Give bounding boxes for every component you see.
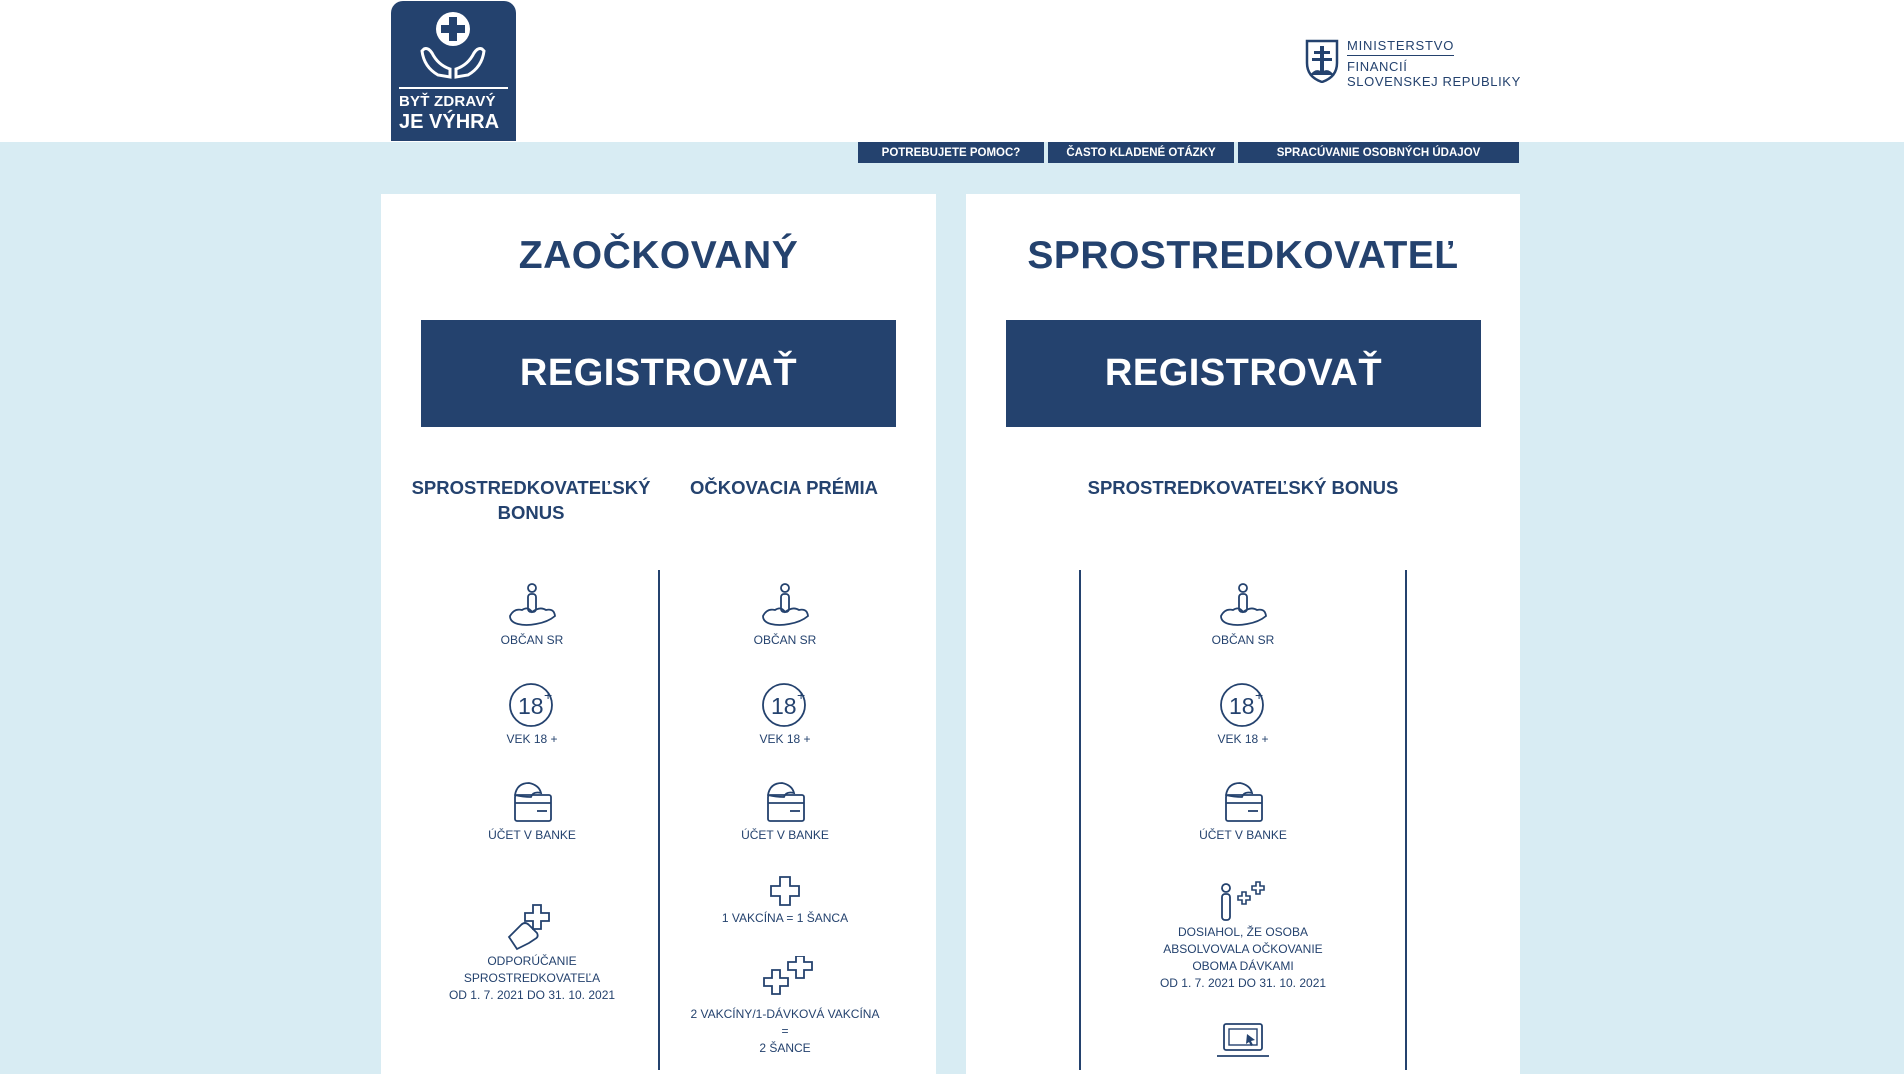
single-cross-icon xyxy=(768,874,802,908)
person-crosses-icon xyxy=(1214,876,1272,922)
hand-cross-icon xyxy=(505,903,559,951)
requirement-label: OBČAN SR xyxy=(753,633,817,647)
column-divider xyxy=(1079,570,1081,1070)
requirement-item xyxy=(680,582,890,649)
vaccinated-col2-title: OČKOVACIA PRÉMIA xyxy=(689,477,879,498)
requirement-item xyxy=(1138,582,1348,649)
requirement-label: VEK 18 + xyxy=(759,732,811,746)
requirement-item xyxy=(680,874,890,927)
requirement-label: OBOMA DÁVKAMI xyxy=(1192,959,1294,973)
requirement-item xyxy=(427,777,637,844)
requirement-label: ÚČET V BANKE xyxy=(1199,828,1287,842)
hands-cross-icon xyxy=(416,9,491,84)
requirement-label: SPROSTREDKOVATEĽA xyxy=(463,971,601,985)
svg-text:18: 18 xyxy=(518,693,544,719)
requirement-label: ÚČET V BANKE xyxy=(741,828,829,842)
requirement-label: OBČAN SR xyxy=(1211,633,1275,647)
requirement-label: 1 VAKCÍNA = 1 ŠANCA xyxy=(721,911,849,925)
nav-faq-link[interactable]: ČASTO KLADENÉ OTÁZKY xyxy=(1048,142,1234,163)
requirement-label: OD 1. 7. 2021 DO 31. 10. 2021 xyxy=(448,988,616,1002)
requirement-item xyxy=(1138,777,1348,844)
requirement-item xyxy=(427,582,637,649)
person-slovakia-icon xyxy=(759,582,811,630)
requirement-item xyxy=(1138,876,1348,992)
intermediary-col-title: SPROSTREDKOVATEĽSKÝ BONUS xyxy=(1087,477,1399,498)
column-divider xyxy=(658,570,660,1070)
vaccinated-register-button[interactable]: REGISTROVAŤ xyxy=(421,320,896,427)
requirement-item xyxy=(680,956,890,1057)
ministry-logo[interactable] xyxy=(1305,36,1521,96)
age-18-plus-icon xyxy=(1218,681,1268,729)
requirement-label: OBČAN SR xyxy=(500,633,564,647)
logo-line-2: JE VÝHRA xyxy=(399,111,500,133)
person-slovakia-icon xyxy=(506,582,558,630)
svg-text:18: 18 xyxy=(771,693,797,719)
svg-text:+: + xyxy=(544,687,553,703)
requirement-label: VEK 18 + xyxy=(506,732,558,746)
laptop-cursor-icon xyxy=(1215,1022,1271,1062)
intermediary-register-button[interactable]: REGISTROVAŤ xyxy=(1006,320,1481,427)
bank-card-icon xyxy=(1218,777,1268,825)
vaccinated-card-title: ZAOČKOVANÝ xyxy=(518,234,799,277)
requirement-item xyxy=(680,777,890,844)
person-slovakia-icon xyxy=(1217,582,1269,630)
requirement-label: ODPORÚČANIE xyxy=(487,954,577,968)
ministry-line-1: MINISTERSTVO xyxy=(1347,38,1454,56)
double-cross-icon xyxy=(756,956,814,1004)
requirement-label: OD 1. 7. 2021 DO 31. 10. 2021 xyxy=(1159,976,1327,990)
requirement-item xyxy=(427,681,637,748)
requirement-label: = xyxy=(781,1024,789,1038)
nav-help-link[interactable]: POTREBUJETE POMOC? xyxy=(858,142,1044,163)
requirement-label: 2 ŠANCE xyxy=(759,1041,811,1055)
logo-line-1: BYŤ ZDRAVÝ xyxy=(399,93,496,110)
requirement-label: VEK 18 + xyxy=(1217,732,1269,746)
requirement-item xyxy=(1138,681,1348,748)
ministry-line-3: SLOVENSKEJ REPUBLIKY xyxy=(1347,74,1521,89)
ministry-line-2: FINANCIÍ xyxy=(1347,59,1408,74)
svg-text:18: 18 xyxy=(1229,693,1255,719)
vaccinated-col1-title: SPROSTREDKOVATEĽSKÝ BONUS xyxy=(411,477,651,523)
nav-privacy-link[interactable]: SPRACÚVANIE OSOBNÝCH ÚDAJOV xyxy=(1238,142,1519,163)
slovak-coat-of-arms-icon xyxy=(1305,39,1339,83)
requirement-label: DOSIAHOL, ŽE OSOBA xyxy=(1177,925,1309,939)
age-18-plus-icon xyxy=(507,681,557,729)
requirement-label: 2 VAKCÍNY/1-DÁVKOVÁ VAKCÍNA xyxy=(690,1007,880,1021)
requirement-item xyxy=(1138,1022,1348,1062)
requirement-item xyxy=(680,681,890,748)
svg-text:+: + xyxy=(797,687,806,703)
bank-card-icon xyxy=(507,777,557,825)
site-logo[interactable] xyxy=(391,1,516,141)
column-divider xyxy=(1405,570,1407,1070)
header-bar xyxy=(0,0,1904,142)
requirement-label: ABSOLVOVALA OČKOVANIE xyxy=(1163,942,1323,956)
requirement-label: ÚČET V BANKE xyxy=(488,828,576,842)
age-18-plus-icon xyxy=(760,681,810,729)
logo-divider xyxy=(399,87,508,89)
bank-card-icon xyxy=(760,777,810,825)
requirement-item xyxy=(427,903,637,1004)
svg-text:+: + xyxy=(1255,687,1264,703)
intermediary-card-title: SPROSTREDKOVATEĽ xyxy=(1027,234,1459,277)
